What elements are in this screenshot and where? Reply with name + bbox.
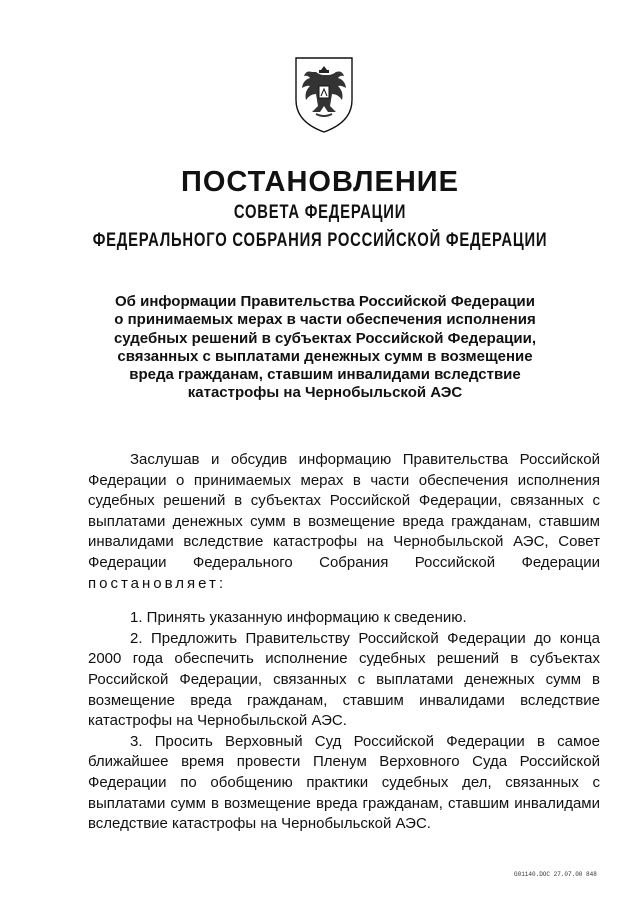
item-3: 3. Просить Верховный Суд Российской Федерации в самое ближайшее время провести Пленум Верховного Суда Российской Федерации по обобщению практики судебных дел, связанных с выплатами сумм в возмещение вреда гражданам, ставшим инвалидами вследствие катастрофы на Чернобыльской АЭС. — [88, 732, 600, 833]
heading-line: Об информации Правительства Российской Федерации — [115, 293, 535, 310]
item-2: 2. Предложить Правительству Российской Федерации до конца 2000 года обеспечить исполнение судебных решений в субъектах Российской Федерации, связанных с выплатами денежных сумм в возмещение вреда гражданам, ставшим инвалидами вследствие катастрофы на Чернобыльской АЭС. — [88, 629, 600, 730]
preamble-paragraph — [88, 450, 600, 594]
heading-line: о принимаемых мерах в части обеспечения исполнения — [114, 311, 536, 329]
resolution-body — [88, 450, 600, 835]
heading-line: связанных с выплатами денежных сумм в возмещение — [117, 347, 533, 365]
file-footer: G01140.DOC 27.07.00 848 — [514, 871, 597, 878]
decree-word: постановляет: — [88, 574, 227, 592]
heading-line: вреда гражданам, ставшим инвалидами вследствие — [129, 366, 521, 384]
document-subtitle-line2: ФЕДЕРАЛЬНОГО СОБРАНИЯ РОССИЙСКОЙ ФЕДЕРАЦИИ — [92, 230, 548, 251]
heading-line: катастрофы на Чернобыльской АЭС — [187, 384, 463, 402]
resolution-heading — [90, 293, 560, 403]
heading-line: судебных решений в субъектах Российской Федерации, — [113, 329, 537, 347]
preamble-text: Заслушав и обсудив информацию Правительства Российской Федерации о принимаемых мерах в части обеспечения исполнения судебных решений в субъектах Российской Федерации, связанных с выплатами денежных сумм в возмещение вреда гражданам, ставшим инвалидами вследствие катастрофы на Чернобыльской АЭС, Совет Федерации Федерального Собрания Российской Федерации — [88, 451, 600, 571]
document-title: ПОСТАНОВЛЕНИЕ — [181, 166, 459, 198]
item-1: 1. Принять указанную информацию к сведению. — [130, 609, 467, 627]
double-headed-eagle-icon — [292, 52, 356, 134]
document-subtitle-line1: СОВЕТА ФЕДЕРАЦИИ — [233, 202, 407, 223]
